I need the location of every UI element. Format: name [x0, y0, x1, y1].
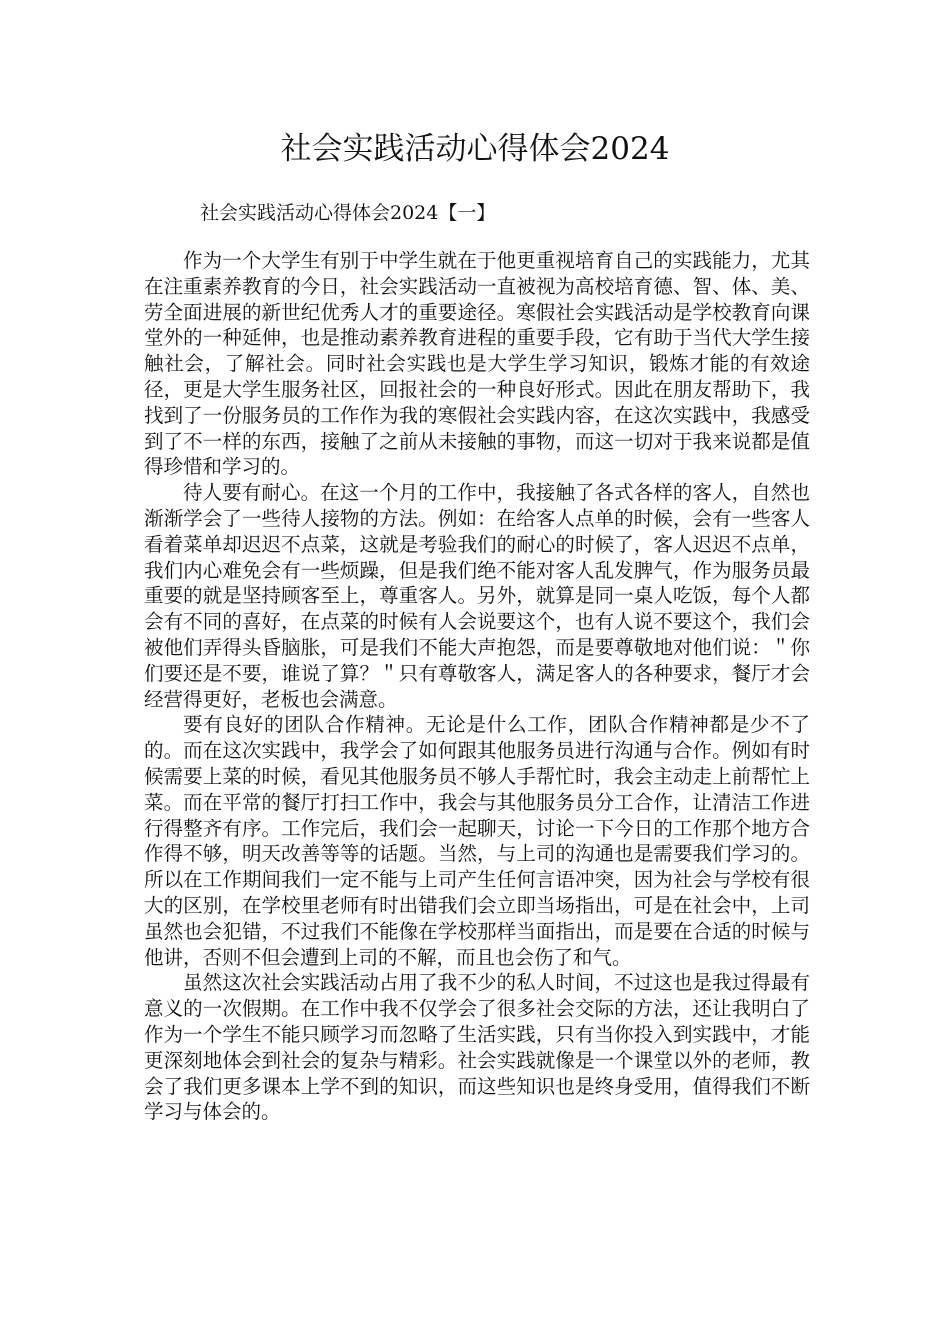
document-title: 社会实践活动心得体会2024 [280, 131, 670, 167]
paragraph-3: 要有良好的团队合作精神。无论是什么工作，团队合作精神都是少不了的。而在这次实践中，我学会了如何跟其他服务员进行沟通与合作。例如有时候需要上菜的时候，看见其他服务员不够人手帮忙时，我会主动走上前帮忙上菜。而在平常的餐厅打扫工作中，我会与其他服务员分工合作，让清洁工作进行得整齐有序。工作完后，我们会一起聊天，讨论一下今日的工作那个地方合作得不够，明天改善等等的话题。当然，与上司的沟通也是需要我们学习的。所以在工作期间我们一定不能与上司产生任何言语冲突，因为社会与学校有很大的区别，在学校里老师有时出错我们会立即当场指出，可是在社会中，上司虽然也会犯错，不过我们不能像在学校那样当面指出，而是要在合适的时候与他讲，否则不但会遭到上司的不解，而且也会伤了和气。 [144, 713, 810, 969]
document-body [144, 248, 810, 1125]
paragraph-1: 作为一个大学生有别于中学生就在于他更重视培育自己的实践能力，尤其在注重素养教育的今日，社会实践活动一直被视为高校培育德、智、体、美、劳全面进展的新世纪优秀人才的重要途径。寒假社会实践活动是学校教育向课堂外的一种延伸，也是推动素养教育进程的重要手段，它有助于当代大学生接触社会，了解社会。同时社会实践也是大学生学习知识，锻炼才能的有效途径，更是大学生服务社区，回报社会的一种良好形式。因此在朋友帮助下，我找到了一份服务员的工作作为我的寒假社会实践内容，在这次实践中，我感受到了不一样的东西，接触了之前从未接触的事物，而这一切对于我来说都是值得珍惜和学习的。 [144, 249, 810, 479]
paragraph-4: 虽然这次社会实践活动占用了我不少的私人时间，不过这也是我过得最有意义的一次假期。在工作中我不仅学会了很多社会交际的方法，还让我明白了作为一个学生不能只顾学习而忽略了生活实践，只有当你投入到实践中，才能更深刻地体会到社会的复杂与精彩。社会实践就像是一个课堂以外的老师，教会了我们更多课本上学不到的知识，而这些知识也是终身受用，值得我们不断学习与体会的。 [144, 971, 810, 1124]
paragraph-2: 待人要有耐心。在这一个月的工作中，我接触了各式各样的客人，自然也渐渐学会了一些待人接物的方法。例如：在给客人点单的时候，会有一些客人看着菜单却迟迟不点菜，这就是考验我们的耐心的时候了，客人迟迟不点单，我们内心难免会有一些烦躁，但是我们绝不能对客人乱发脾气，作为服务员最重要的就是坚持顾客至上，尊重客人。另外，就算是同一桌人吃饭，每个人都会有不同的喜好，在点菜的时候有人会说要这个，也有人说不要这个，我们会被他们弄得头昏脑胀，可是我们不能大声抱怨，而是要尊敬地对他们说：＂你们要还是不要，谁说了算？＂只有尊敬客人，满足客人的各种要求，餐厅才会经营得更好，老板也会满意。 [144, 481, 810, 711]
section-heading: 社会实践活动心得体会2024【一】 [200, 202, 496, 224]
